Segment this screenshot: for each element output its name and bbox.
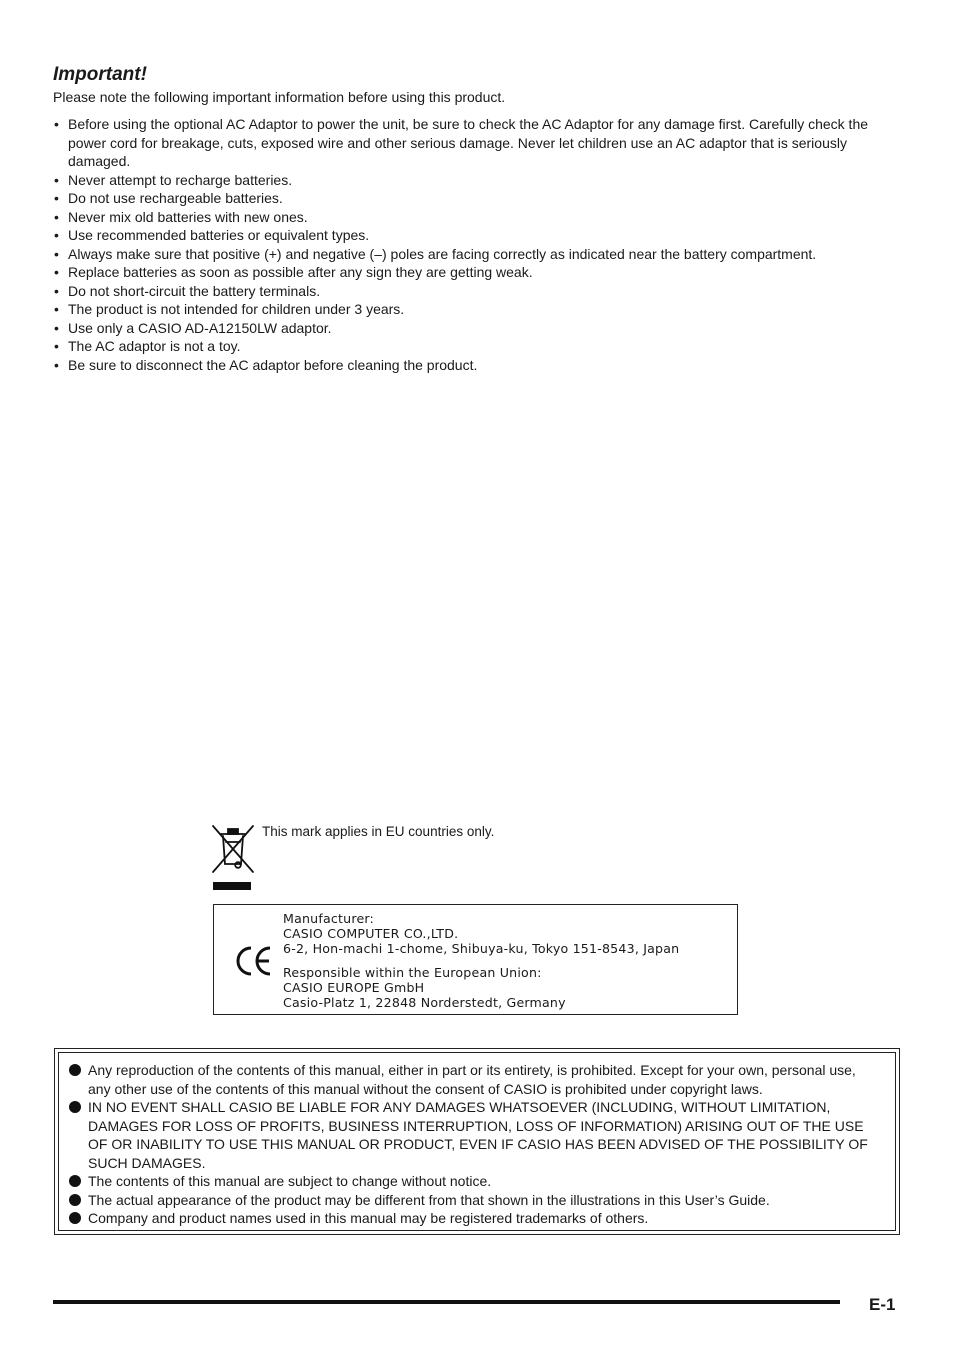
bullet-disc-icon — [69, 1175, 81, 1187]
intro-text: Please note the following important information before using this product. — [53, 89, 506, 105]
list-item-text: The AC adaptor is not a toy. — [68, 338, 241, 354]
page-number: E-1 — [869, 1295, 896, 1314]
eu-representative-address: Casio-Platz 1, 22848 Norderstedt, Germany — [283, 995, 566, 1010]
list-item-text: Never mix old batteries with new ones. — [68, 208, 308, 225]
list-item — [53, 171, 895, 190]
bullet-icon: • — [54, 356, 59, 373]
list-item-text: The product is not intended for children under 3 years. — [68, 301, 405, 317]
notice-text: The contents of this manual are subject to change without notice. — [88, 1173, 492, 1189]
list-item — [53, 319, 895, 338]
bullet-icon: • — [54, 282, 59, 299]
list-item-text: Never attempt to recharge batteries. — [68, 171, 293, 188]
bullet-icon: • — [54, 245, 59, 262]
bullet-disc-icon — [69, 1212, 81, 1224]
list-item — [53, 300, 895, 319]
manufacturer-label: Manufacturer: — [283, 911, 374, 926]
bullet-icon: • — [54, 264, 59, 280]
legal-notice-box — [54, 1048, 900, 1235]
bullet-icon: • — [54, 116, 59, 132]
notice-item — [69, 1172, 879, 1191]
crossed-out-wheelie-bin-icon — [211, 824, 255, 892]
page-heading: Important! — [53, 64, 147, 85]
list-item-text: Be sure to disconnect the AC adaptor before cleaning the product. — [68, 356, 478, 373]
bullet-icon: • — [54, 190, 59, 206]
list-item — [53, 189, 895, 208]
bullet-disc-icon — [69, 1064, 81, 1076]
manufacturer-address: 6-2, Hon-machi 1-chome, Shibuya-ku, Tokyo 151-8543, Japan — [283, 941, 680, 956]
bullet-disc-icon — [69, 1101, 81, 1113]
manufacturer-info-box — [213, 904, 738, 1015]
bullet-icon: • — [54, 301, 59, 317]
footer-divider — [53, 1300, 840, 1304]
eu-representative-label: Responsible within the European Union: — [283, 965, 542, 980]
notice-text: IN NO EVENT SHALL CASIO BE LIABLE FOR ANY DAMAGES WHATSOEVER (INCLUDING, WITHOUT LIMITATION, DAMAGES FOR LOSS OF PROFITS, BUSINESS INTERRUPTION, LOSS OF INFORMATION) ARISING OUT OF THE USE OF OR INABILITY TO USE THIS MANUAL OR PRODUCT, EVEN IF CASIO HAS BEEN ADVISED OF THE POSSIBILITY OF SUCH DAMAGES. — [88, 1099, 868, 1171]
manufacturer-details — [283, 911, 679, 1010]
list-item-text: Do not use rechargeable batteries. — [68, 190, 283, 206]
eu-mark-note: This mark applies in EU countries only. — [262, 824, 495, 839]
list-item-text: Always make sure that positive (+) and negative (–) poles are facing correctly as indicated near the battery compartment. — [68, 245, 817, 262]
list-item-text: Do not short-circuit the battery terminals. — [68, 282, 321, 299]
list-item — [53, 208, 895, 227]
eu-representative-name: CASIO EUROPE GmbH — [283, 980, 425, 995]
list-item — [53, 263, 895, 282]
list-item-text: Use recommended batteries or equivalent types. — [68, 227, 370, 243]
list-item-text: Replace batteries as soon as possible after any sign they are getting weak. — [68, 264, 533, 280]
notice-text: Any reproduction of the contents of this manual, either in part or its entirety, is prohibited. Except for your own, personal use, any other use of the contents of this manual without the consent of CASIO is prohibited under copyright laws. — [88, 1062, 856, 1097]
list-item — [53, 115, 895, 171]
list-item — [53, 245, 895, 264]
manufacturer-name: CASIO COMPUTER CO.,LTD. — [283, 926, 459, 941]
notice-text: Company and product names used in this manual may be registered trademarks of others. — [88, 1210, 649, 1226]
ce-mark-icon — [234, 945, 274, 977]
bullet-icon: • — [54, 208, 59, 225]
bullet-disc-icon — [69, 1194, 81, 1206]
notice-item — [69, 1061, 879, 1098]
bullet-icon: • — [54, 338, 59, 354]
notice-item — [69, 1098, 879, 1172]
list-item-text: Use only a CASIO AD-A12150LW adaptor. — [68, 319, 332, 336]
important-bullet-list — [53, 115, 895, 374]
notice-item — [69, 1209, 879, 1228]
bullet-icon: • — [54, 227, 59, 243]
notice-text: The actual appearance of the product may be different from that shown in the illustrations in this User’s Guide. — [88, 1191, 770, 1208]
list-item-text: Before using the optional AC Adaptor to power the unit, be sure to check the AC Adaptor for any damage first. Carefully check the power cord for breakage, cuts, exposed wire and other serious damage. Never let children use an AC adaptor that is seriously damaged. — [68, 116, 869, 169]
list-item — [53, 337, 895, 356]
legal-notice-list — [69, 1061, 879, 1228]
list-item — [53, 282, 895, 301]
notice-item — [69, 1191, 879, 1210]
list-item — [53, 226, 895, 245]
bullet-icon: • — [54, 319, 59, 336]
list-item — [53, 356, 895, 375]
bullet-icon: • — [54, 171, 59, 188]
